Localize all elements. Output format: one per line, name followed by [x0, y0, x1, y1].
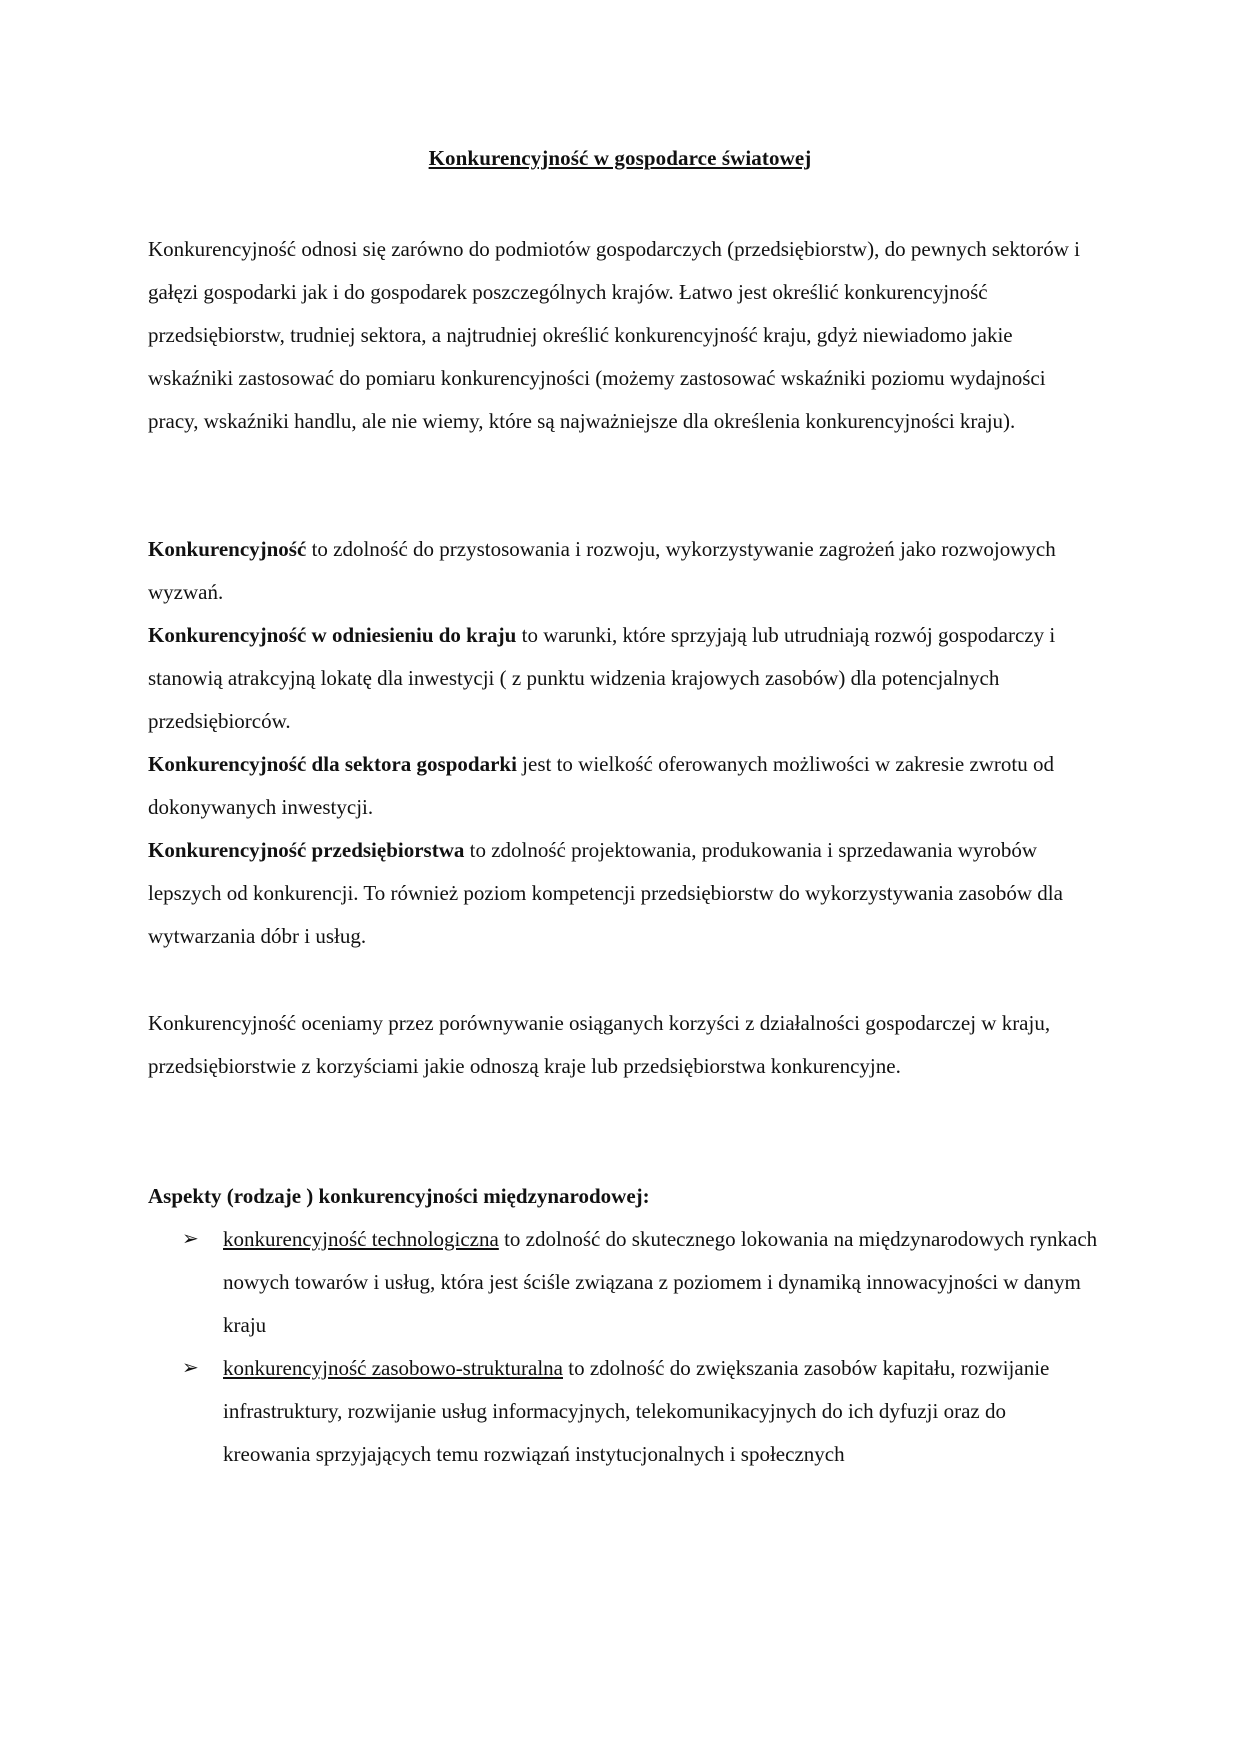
aspect-text: to zdolność do zwiększania zasobów kapitału, rozwijanie infrastruktury, rozwijanie usług informacyjnych, telekomunikacyjnych do ich dyfuzji oraz do kreowania sprzyjających temu rozwiązań instytucjonalnych i społecznych	[223, 1356, 1050, 1466]
intro-paragraph	[148, 228, 1098, 443]
definition-term: Konkurencyjność w odniesieniu do kraju	[148, 623, 517, 647]
definition-text: to zdolność projektowania, produkowania i sprzedawania wyrobów lepszych od konkurencji. To również poziom kompetencji przedsiębiorstw do wykorzystywania zasobów dla wytwarzania dóbr i usług.	[148, 838, 1063, 948]
definition-enterprise	[148, 829, 1098, 958]
aspect-term: konkurencyjność technologiczna	[223, 1227, 499, 1251]
aspect-term: konkurencyjność zasobowo-strukturalna	[223, 1356, 563, 1380]
definition-term: Konkurencyjność przedsiębiorstwa	[148, 838, 465, 862]
evaluation-text: Konkurencyjność oceniamy przez porównywanie osiąganych korzyści z działalności gospodarczej w kraju, przedsiębiorstwie z korzyściami jakie odnoszą kraje lub przedsiębiorstwa konkurencyjne.	[148, 1011, 1051, 1078]
arrow-bullet-icon: ➢	[182, 1228, 199, 1250]
definition-text: jest to wielkość oferowanych możliwości w zakresie zwrotu od dokonywanych inwestycji.	[148, 752, 1055, 819]
definitions-section	[148, 528, 1098, 958]
document-title: Konkurencyjność w gospodarce światowej	[428, 146, 812, 170]
evaluation-paragraph	[148, 1002, 1098, 1088]
aspect-text: to zdolność do skutecznego lokowania na międzynarodowych rynkach nowych towarów i usług, która jest ściśle związana z poziomem i dynamiką innowacyjności w danym kraju	[223, 1227, 1098, 1337]
definition-general	[148, 528, 1098, 614]
definition-text: to warunki, które sprzyjają lub utrudniają rozwój gospodarczy i stanowią atrakcyjną lokatę dla inwestycji ( z punktu widzenia krajowych zasobów) dla potencjalnych przedsiębiorców.	[148, 623, 1056, 733]
aspects-section	[148, 1175, 1098, 1476]
definition-country	[148, 614, 1098, 743]
definition-term: Konkurencyjność dla sektora gospodarki	[148, 752, 517, 776]
list-item	[148, 1218, 1098, 1347]
definition-sector	[148, 743, 1098, 829]
list-item	[148, 1347, 1098, 1476]
definition-term: Konkurencyjność	[148, 537, 307, 561]
aspects-list	[148, 1218, 1098, 1476]
definition-text: to zdolność do przystosowania i rozwoju, wykorzystywanie zagrożeń jako rozwojowych wyzwań.	[148, 537, 1056, 604]
intro-text: Konkurencyjność odnosi się zarówno do podmiotów gospodarczych (przedsiębiorstw), do pewnych sektorów i gałęzi gospodarki jak i do gospodarek poszczególnych krajów. Łatwo jest określić konkurencyjność przedsiębiorstw, trudniej sektora, a najtrudniej określić konkurencyjność kraju, gdyż niewiadomo jakie wskaźniki zastosować do pomiaru konkurencyjności (możemy zastosować wskaźniki poziomu wydajności pracy, wskaźniki handlu, ale nie wiemy, które są najważniejsze dla określenia konkurencyjności kraju).	[148, 237, 1080, 433]
arrow-bullet-icon: ➢	[182, 1357, 199, 1379]
aspects-heading: Aspekty (rodzaje ) konkurencyjności międzynarodowej:	[148, 1184, 650, 1208]
